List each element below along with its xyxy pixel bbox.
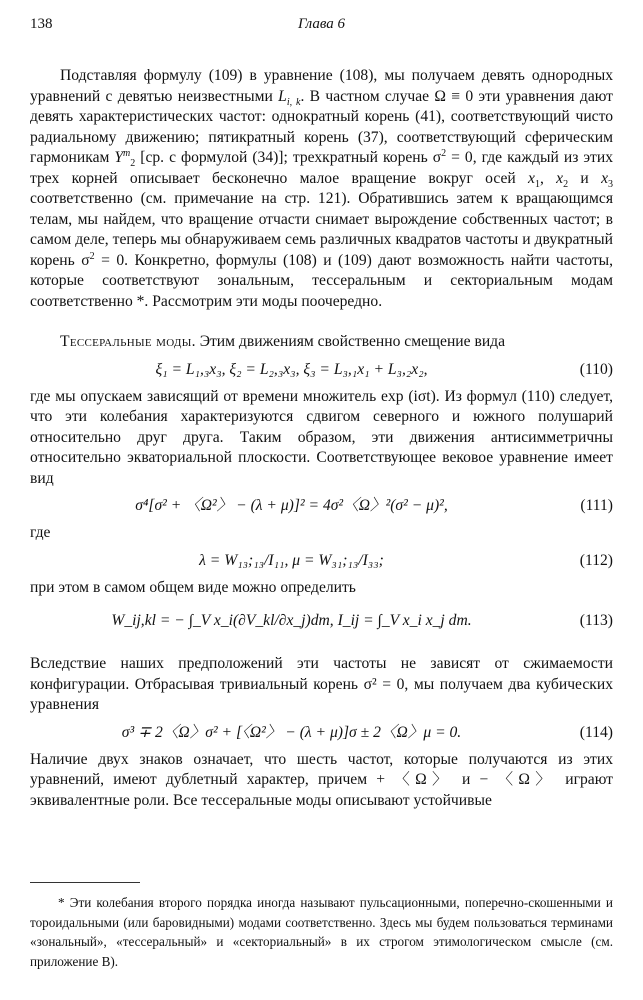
paragraph-intro: Подставляя формулу (109) в уравнение (108), мы получаем девять однородных уравнений с девятью неизвестными $L_{i, k}$. В частном случае Ω ≡ 0 эти уравнения дают девять характеристических частот: однократный корень (41), соответствующий чисто радиальному движению; пятикратный корень (37), соответствующий сферическим гармоникам $Y^m_2$ [ср. с формулой (34)]; трехкратный корень $\sigma^2 = 0$, где каждый из этих трех корней описывает бесконечно малое вращение вокруг осей $x_1$, $x_2$ и $x_3$ соответственно (см. примечание на стр. 121). Обратившись затем к вращающимся телам, мы найдем, что вращение отчасти снимает вырождение собственных частот; в самом деле, теперь мы обнаруживаем семь различных квадратов частоты и двукратный корень $\sigma^2 = 0$. Конкретно, формулы (108) и (109) дают возможность найти частоты, которые соответствуют зональным, тессеральным и секториальным модам соответственно *. Рассмотрим эти моды поочередно. [30,67,614,310]
equation-113 [30,598,613,644]
equation-114-number: (114) [579,723,613,741]
equation-110-number: (110) [579,360,613,378]
page-number: 138 [30,16,53,32]
equation-112-number: (112) [579,551,613,569]
footnote-rule [30,882,140,883]
equation-114-formula: σ³ ∓ 2〈Ω〉σ² + [〈Ω²〉 − (λ + μ)]σ ± 2〈Ω〉μ = 0. [121,723,462,741]
paragraph-tesseral: Тессеральные моды. Этим движениям свойственно смещение вида [60,333,506,350]
where-label: где [30,524,51,541]
paragraph-general-definition: при этом в самом общем виде можно определить [30,578,356,596]
equation-111-formula: σ⁴[σ² + 〈Ω²〉 − (λ + μ)]² = 4σ²〈Ω〉²(σ² − μ)², [135,497,448,514]
equation-113-formula: W_ij,kl = − ∫_V x_i(∂V_kl/∂x_j)dm, I_ij = ∫_V x_i x_j dm. [111,612,472,629]
running-header [30,16,613,40]
paragraph-doublet: Наличие двух знаков означает, что шесть частот, которые получаются из этих уравнений, имеют дублетный характер, причем + 〈Ω〉 и − 〈Ω〉 играют эквивалентные роли. Все тессеральные моды описывают устойчивые [30,750,613,809]
footnote-text: * Эти колебания второго порядка иногда называют пульсационными, поперечно-скошенными и тороидальными (или баровидными) модами соответственно. Здесь мы будем пользоваться терминами «зональный», «тессеральный» и «секториальный» в их строгом этимологическом смысле (см. приложение В). [30,895,613,969]
section-heading: Тессеральные моды. [60,333,196,350]
equation-113-number: (113) [579,612,613,629]
equation-114 [30,716,613,750]
equation-112 [30,544,613,578]
equation-111 [30,489,613,523]
paragraph-compressibility: Вследствие наших предположений эти частоты не зависят от сжимаемости конфигурации. Отбрасывая тривиальный корень σ² = 0, мы получаем два кубических уравнения [30,655,613,713]
equation-112-formula: λ = W₁₃;₁₃/I₁₁, μ = W₃₁;₁₃/I₃₃; [199,551,384,569]
paragraph-antisymmetric: где мы опускаем зависящий от времени множитель exp (iσt). Из формул (110) следует, что эти колебания характеризуются сдвигом северного и южного полушарий относительно друг друга. Таким образом, эти движения антисимметричны относительно экваториальной плоскости. Соответствующее вековое уравнение имеет вид [30,387,613,487]
main-text [30,66,613,811]
chapter-title: Глава 6 [297,16,346,32]
equation-110-formula: ξ₁ = L₁,₃x₃, ξ₂ = L₂,₃x₃, ξ₃ = L₃,₁x₁ + L₃,₂x₂, [155,360,428,378]
equation-110 [30,353,613,387]
footnote [30,893,613,971]
equation-111-number: (111) [580,497,613,514]
